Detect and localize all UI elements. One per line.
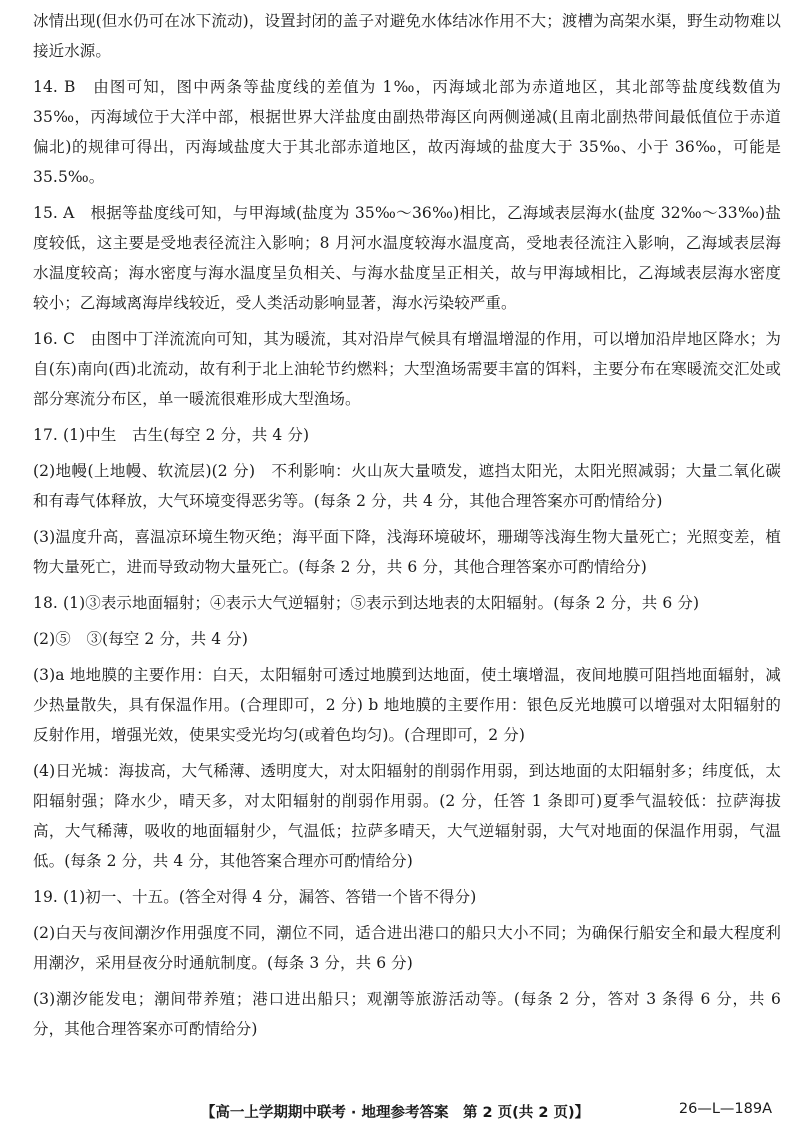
- answer-13-continuation: 冰情出现(但水仍可在冰下流动)，设置封闭的盖子对避免水体结冰作用不大；渡槽为高架水渠，野生动物难以接近水源。: [33, 12, 781, 60]
- footer-code: 26—L—189A: [678, 1101, 772, 1117]
- answer-19-part-1: 19. (1)初一、十五。(答全对得 4 分，漏答、答错一个皆不得分): [33, 888, 477, 906]
- answer-17-part-1: 17. (1)中生 古生(每空 2 分，共 4 分): [33, 426, 310, 444]
- answer-18-part-2: (2)⑤ ③(每空 2 分，共 4 分): [33, 630, 248, 648]
- answer-19-part-3: (3)潮汐能发电；潮间带养殖；港口进出船只；观潮等旅游活动等。(每条 2 分，答对 3 条得 6 分，共 6 分，其他合理答案亦可酌情给分): [33, 990, 781, 1038]
- answer-16: 16. C 由图中丁洋流流向可知，其为暖流，其对沿岸气候具有增温增湿的作用，可以增加沿岸地区降水；为自(东)南向(西)北流动，故有利于北上油轮节约燃料；大型渔场需要丰富的饵料，主要分布在寒暖流交汇处或部分寒流分布区，单一暖流很难形成大型渔场。: [33, 330, 781, 408]
- footer-title: 【高一上学期期中联考 · 地理参考答案 第 2 页(共 2 页)】: [200, 1105, 590, 1121]
- answer-15: 15. A 根据等盐度线可知，与甲海域(盐度为 35‰～36‰)相比，乙海域表层海水(盐度 32‰～33‰)盐度较低，这主要是受地表径流注入影响；8 月河水温度较海水温度高，受地表径流注入影响，乙海域表层海水温度较高；海水密度与海水温度呈负相关、与海水盐度呈正相关，故与甲海域相比，乙海域表层海水密度较小；乙海域离海岸线较近，受人类活动影响显著，海水污染较严重。: [33, 204, 781, 312]
- answer-17-part-2: (2)地幔(上地幔、软流层)(2 分) 不利影响：火山灰大量喷发，遮挡太阳光，太阳光照减弱；大量二氧化碳和有毒气体释放，大气环境变得恶劣等。(每条 2 分，共 4 分，其他合理答案亦可酌情给分): [33, 462, 781, 510]
- answer-18-part-1: 18. (1)③表示地面辐射；④表示大气逆辐射；⑤表示到达地表的太阳辐射。(每条 2 分，共 6 分): [33, 594, 700, 612]
- answer-content: [33, 6, 781, 1050]
- answer-14: 14. B 由图可知，图中两条等盐度线的差值为 1‰，丙海域北部为赤道地区，其北部等盐度线数值为 35‰，丙海域位于大洋中部，根据世界大洋盐度由副热带海区向两侧递减(且南北副热带间最低值位于赤道偏北)的规律可得出，丙海域盐度大于其北部赤道地区，故丙海域的盐度大于 35‰、小于 36‰，可能是 35.5‰。: [33, 78, 781, 186]
- answer-18-part-4: (4)日光城：海拔高，大气稀薄、透明度大，对太阳辐射的削弱作用弱，到达地面的太阳辐射多；纬度低，太阳辐射强；降水少，晴天多，对太阳辐射的削弱作用弱。(2 分，任答 1 条即可)夏季气温较低：拉萨海拔高，大气稀薄，吸收的地面辐射少，气温低；拉萨多晴天，大气逆辐射弱，大气对地面的保温作用弱，气温低。(每条 2 分，共 4 分，其他答案合理亦可酌情给分): [33, 762, 781, 870]
- answer-18-part-3: (3)a 地地膜的主要作用：白天，太阳辐射可透过地膜到达地面，使土壤增温，夜间地膜可阻挡地面辐射，减少热量散失，具有保温作用。(合理即可，2 分) b 地地膜的主要作用：银色反光地膜可以增强对太阳辐射的反射作用，增强光效，使果实受光均匀(或着色均匀)。(合理即可，2 分): [33, 666, 781, 744]
- page-footer: [0, 1095, 800, 1125]
- answer-17-part-3: (3)温度升高，喜温凉环境生物灭绝；海平面下降，浅海环境破坏，珊瑚等浅海生物大量死亡；光照变差，植物大量死亡，进而导致动物大量死亡。(每条 2 分，共 6 分，其他合理答案亦可酌情给分): [33, 528, 781, 576]
- answer-19-part-2: (2)白天与夜间潮汐作用强度不同，潮位不同，适合进出港口的船只大小不同；为确保行船安全和最大程度利用潮汐，采用昼夜分时通航制度。(每条 3 分，共 6 分): [33, 924, 781, 972]
